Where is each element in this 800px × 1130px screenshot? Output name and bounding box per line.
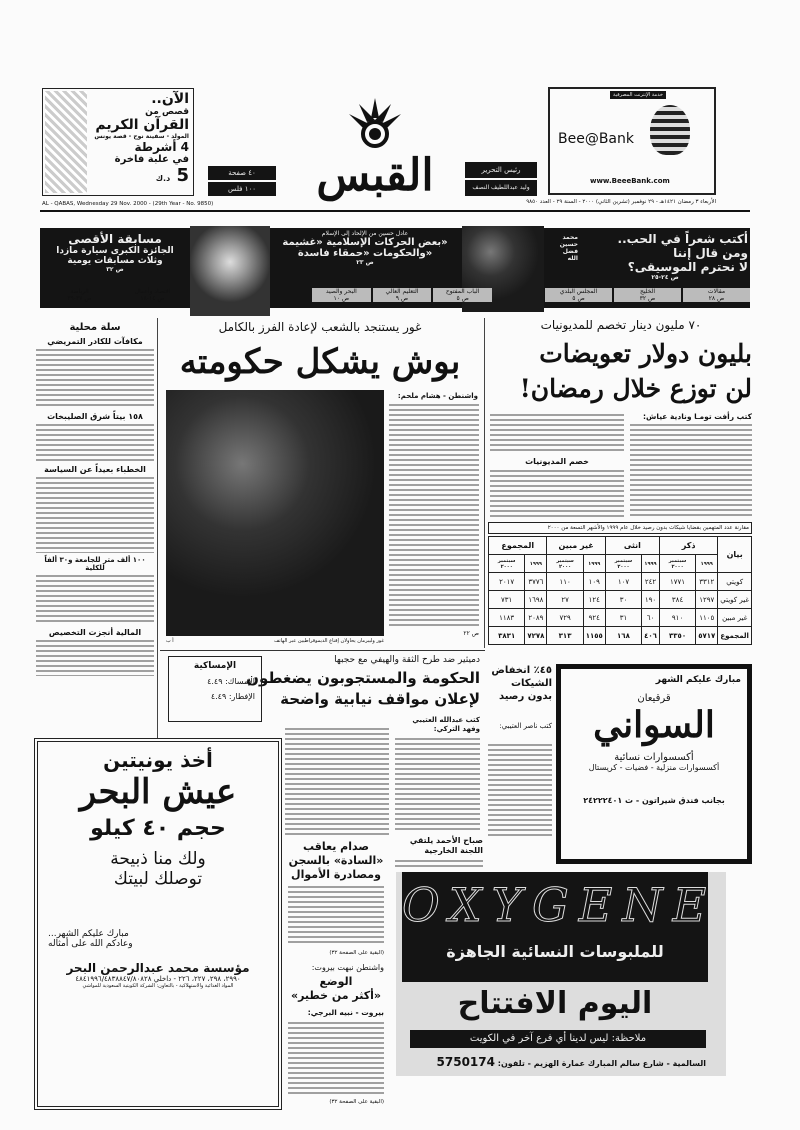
section-page: ص ٩ (395, 295, 409, 302)
table-cell: ٣٠ (605, 591, 641, 609)
section-label: مقالات (707, 288, 726, 295)
table-cell: ٤٠٦ (642, 627, 660, 645)
saddam-headline[interactable] (286, 840, 386, 882)
iftar-label: الإفطار: (228, 692, 255, 701)
promo-line: ومن قال إننا (673, 246, 748, 260)
promo-aqsa-contest[interactable] (44, 232, 186, 273)
cheques-byline: كتب ناصر العتيبي: (499, 722, 552, 730)
ad-phone: 5750174 (436, 1055, 495, 1069)
table-cell: ٣٨٤ (659, 591, 695, 609)
quran-tapes-ad[interactable] (42, 88, 194, 196)
ad-note: ملاحظة: ليس لدينا أي فرع آخر في الكويت (410, 1030, 706, 1048)
table-cell: ٣٨٣١ (489, 627, 525, 645)
headline-line: بليون دولار تعويضات (539, 339, 752, 368)
brief-headline: ١٥٨ بيتاً شرق الصليبخات (47, 412, 143, 421)
saddam-body (288, 886, 384, 946)
ad-brand: OXYGENE (402, 878, 717, 932)
section-link[interactable] (683, 288, 750, 302)
ad-line: أكسسوارات نسائية (614, 752, 694, 763)
brief-headline: المالية أنجزت التخصيص (48, 628, 142, 637)
ad-line: قصص من (145, 107, 189, 117)
photo-credit: أ ب (166, 638, 174, 644)
ad-company: مؤسسة محمد عبدالرحمن البحر (66, 961, 250, 975)
table-cell: ٢٠٨٩ (525, 609, 547, 627)
promo-page: ص ٢٤-٢٥ (651, 274, 679, 281)
ad-address: السالمية - شارع سالم المبارك عمارة الهزيم - تلفون: (497, 1059, 706, 1068)
promo-line: أكتب شعراً في الحب.. (617, 232, 748, 246)
photo-caption (166, 638, 384, 645)
logo-wordmark: القبس (316, 150, 434, 201)
ad-title: القرآن الكريم (95, 117, 189, 133)
table-title: مقارنة عدد المتهمين بقضايا شيكات بدون رصيد خلال عام ١٩٩٩ والأشهر التسعة من ٢٠٠٠ (488, 522, 752, 534)
ad-brand: السواني (593, 704, 715, 746)
bee-icon (650, 105, 690, 155)
parliament-headline[interactable] (246, 668, 480, 710)
brief-headline: الخطباء بعيداً عن السياسة (44, 465, 146, 474)
table-subheader: سبتمبر ٢٠٠٠ (605, 555, 641, 573)
headline-line: الوضع (319, 975, 353, 988)
section-page: ص ٥ (456, 295, 469, 302)
promo-line: والحكومات «حمقاء فاسدة» (297, 248, 433, 259)
ad-line: توصلك لبيتك (113, 869, 203, 889)
table-row (489, 591, 752, 609)
jump-link[interactable]: (البقية على الصفحة ٣٢) (329, 1099, 384, 1105)
table-cell: ١١٨٣ (489, 609, 525, 627)
headline-line: ومصادرة الأموال (291, 868, 381, 881)
section-page: ص ٣٢ (639, 295, 656, 302)
table-cell: ٢٠١٧ (489, 573, 525, 591)
table-cell: ٢٤٢ (642, 573, 660, 591)
table-header: انثى (605, 537, 659, 555)
brief-headline: ١٠٠ ألف متر للجامعة و٣٠ ألفاً للكلية (44, 556, 146, 572)
beirut-body (288, 1022, 384, 1094)
ad-kicker: قرقيعان (637, 693, 671, 704)
section-page: ص ١٠ (333, 295, 350, 302)
headline-line: لإعلان مواقف نيابية واضحة (280, 690, 480, 708)
imsakiya-title: الإمساكية (193, 661, 237, 671)
lead-right-body (490, 470, 624, 518)
table-subheader-row (489, 555, 752, 573)
lead-center-byline: واشنطن - هشام ملحم: (397, 392, 478, 400)
ad-line: أكسسوارات منزلية - فضيات - كريستال (588, 763, 720, 772)
ad-title: عيش البحر (79, 772, 237, 812)
promo-line: لا نحترم الموسيقى؟ (627, 260, 748, 274)
ad-address-line (410, 1054, 706, 1072)
table-cell: ٣٣٥٠ (659, 627, 695, 645)
section-label: الباب المفتوح (445, 288, 480, 295)
parliament-body (395, 738, 480, 830)
editor-title-box: رئيس التحرير (465, 162, 537, 178)
brand: Bee@Bank (558, 131, 634, 147)
promo-adel-hussein[interactable] (272, 230, 458, 266)
lead-right-kicker: ٧٠ مليون دينار تخصم للمديونيات (540, 318, 702, 332)
imsak-label: الإمساك: (225, 677, 255, 686)
section-page: ص ١٤-١٨ (140, 295, 165, 302)
headline-line: لن توزع خلال رمضان! (519, 374, 752, 403)
oxygene-ad[interactable] (396, 872, 726, 1076)
lead-right-body (630, 424, 752, 518)
promo-line: الجائزة الكبرى سيارة مازدا (56, 246, 174, 256)
parliament-byline: كتب عبدالله العتيبي وفهد التركي: (412, 716, 480, 733)
parliament-kicker: دميثير ضد طرح الثقة والهيفي مع حجبها (334, 655, 480, 665)
table-cell: ١٩٠ (642, 591, 660, 609)
headline-line: الشيكات بدون رصيد (498, 678, 552, 702)
ad-size: حجم ٤٠ كيلو (90, 816, 226, 841)
table-cell: ٦٠ (642, 609, 660, 627)
beirut-headline[interactable] (288, 975, 384, 1003)
table-cell: ٢٧ (547, 591, 583, 609)
beirut-kicker: واشنطن نبهت بيروت: (311, 963, 384, 972)
table-subheader: سبتمبر ٢٠٠٠ (547, 555, 583, 573)
albahar-ad[interactable] (34, 738, 282, 1110)
ad-currency: د.ك (155, 174, 171, 183)
section-page: ص ٣٧-٣٩ (67, 295, 92, 302)
headline-line: الحكومة والمستجوبون يضغطون (246, 669, 480, 687)
lead-center-kicker: غور يستنجد بالشعب لإعادة الفرز بالكامل (218, 320, 422, 334)
website-link[interactable]: www.BeeeBank.com (590, 177, 670, 185)
imsakiya-box (168, 656, 262, 722)
table-subheader: ١٩٩٩ (583, 555, 605, 573)
ad-subtitle: المولد - سفينة نوح - قصة يونس (94, 133, 189, 140)
gore-lieberman-photo (166, 390, 384, 636)
table-subheader: ١٩٩٩ (696, 555, 718, 573)
row-label: غير مبين (718, 609, 752, 627)
newspaper-logo (285, 96, 465, 200)
editor-name-box: وليد عبداللطيف النصف (465, 180, 537, 196)
section-link[interactable] (373, 288, 432, 302)
ad-price: 5 (176, 165, 189, 186)
table-cell: ١٢٤ (583, 591, 605, 609)
lead-right-headline[interactable] (490, 336, 752, 406)
table-cell: ١٧٧١ (659, 573, 695, 591)
row-label: المجموع (718, 627, 752, 645)
table-header: ذكر (659, 537, 717, 555)
table-cell: ٧٢٧٨ (525, 627, 547, 645)
ad-count: 4 أشرطة (134, 140, 189, 154)
promo-title: مسابقة الأقصى (68, 232, 162, 246)
lead-right-body (490, 414, 624, 454)
headline-line: «السادة» بالسجن (288, 854, 384, 867)
column-title: سلة محلية (69, 322, 121, 333)
table-header-row (489, 537, 752, 555)
section-page: ص ٥ (572, 295, 585, 302)
table-header: غير مبين (547, 537, 605, 555)
ad-phones: ٢٩٩٠، ٢٩٨، ٢٢٧، ٢٢٦ - داخلي ٤٨٤١٩٩٦/٤٨٣٨٨٤٧/٨٠٨٢٨ (75, 975, 241, 983)
lead-right-subhead: خصم المديونيات (525, 457, 589, 466)
section-label: التعليم العالي (385, 288, 419, 295)
lead-center-headline[interactable]: بوش يشكل حكومته (179, 342, 461, 382)
cheques-body (488, 744, 552, 836)
table-cell: ١٦٩٨ (525, 591, 547, 609)
table-cell: ١١٥٥ (583, 627, 605, 645)
cheques-table (488, 522, 752, 645)
ad-address: بجانب فندق شيراتون - ت ٢٤٢٢٢٤٠١ (583, 796, 725, 805)
section-link[interactable] (312, 288, 371, 302)
table-row (489, 609, 752, 627)
sabah-headline[interactable]: صباح الأحمد يلتقي اللجنة الخارجية (409, 836, 483, 855)
section-label: الخليج (639, 288, 656, 295)
section-label: اقتصاد وأعمال (134, 288, 171, 295)
promo-line: بعض الحركات الإسلامية «غشيمة» (282, 237, 448, 248)
beirut-byline: بيروت - نبيه البرجي: (307, 1008, 384, 1017)
section-link[interactable] (44, 288, 115, 302)
column-rule (157, 318, 158, 738)
table-subheader: سبتمبر ٢٠٠٠ (659, 555, 695, 573)
jump-page[interactable]: ص ٢٢ (463, 630, 479, 637)
sabah-body (395, 860, 483, 870)
table-row (489, 573, 752, 591)
table-header: المجموع (489, 537, 547, 555)
table-cell: ١١٠ (547, 573, 583, 591)
ad-tag: خدمة الإنترنت المصرفية (610, 91, 666, 99)
table-cell: ١٠٧ (605, 573, 641, 591)
pages-box: ٤٠ صفحة (208, 166, 276, 180)
table-cell: ٣١ (605, 609, 641, 627)
table-cell: ٣١٣ (547, 627, 583, 645)
table-subheader: ١٩٩٩ (525, 555, 547, 573)
local-briefs-column (36, 322, 154, 734)
headline-line: «أكثر من خطير» (290, 989, 382, 1002)
sawani-ad[interactable] (556, 664, 752, 864)
table-row (489, 627, 752, 645)
masthead-rule (40, 210, 750, 212)
promo-line: وثلاث مسابقات يومية (67, 256, 163, 266)
table-cell: ٥٧١٧ (696, 627, 718, 645)
table-cell: ١٦٨ (605, 627, 641, 645)
column-rule (484, 318, 485, 648)
promo-page: ص ٣٢ (106, 266, 124, 273)
ad-greeting: مبارك عليكم الشهر... (48, 929, 129, 939)
promo-page: ص ٢٣ (356, 259, 374, 266)
row-label: غير كويتي (718, 591, 752, 609)
ad-footer: المواد الغذائية والاستهلاكية - بالتعاون: الشركة الكويتية السعودية للمواشي (82, 983, 234, 989)
table-subheader: سبتمبر ٢٠٠٠ (489, 555, 525, 573)
table-cell: ٣٧٧٦ (525, 573, 547, 591)
section-page: ص ٢٨ (708, 295, 725, 302)
ad-greeting: مبارك عليكم الشهر (655, 675, 741, 685)
promo-author: محمد حسين فضل الله (559, 234, 578, 262)
table-cell: ٩١٠ (659, 609, 695, 627)
table-subheader: ١٩٩٩ (642, 555, 660, 573)
lead-center-body (389, 404, 479, 626)
table-cell: ١١٠٥ (696, 609, 718, 627)
ad-line: أخذ يونيتين (103, 748, 213, 772)
section-link[interactable] (614, 288, 681, 302)
caption-text: غور وليبرمان يحاولان إقناع الديموقراطيين عبر الهاتف (274, 638, 384, 644)
table-cell: ٧٢٩ (547, 609, 583, 627)
brief-headline: مكافآت للكادر التمريضي (47, 337, 143, 346)
cheques-headline[interactable] (486, 664, 552, 703)
section-label: الرياضة (70, 288, 89, 295)
dateline-english: AL - QABAS, Wednesday 29 Nov. 2000 - (29th Year - No. 9850) (42, 201, 214, 207)
headline-line: ٤٥٪ انخفاض (491, 665, 552, 676)
section-rule (160, 650, 485, 651)
dateline-arabic: الأربعاء ٣ رمضان ١٤٢١هـ - ٢٩ نوفمبر (تشرين الثاني) ٢٠٠٠ - السنة ٢٩ - العدد ٩٨٥٠ (526, 199, 716, 205)
table-cell: ١٠٩ (583, 573, 605, 591)
section-index (40, 288, 750, 310)
ad-pack: في علبة فاخرة (114, 154, 189, 165)
table-header: بيان (718, 537, 752, 573)
ad-greeting: وعادكم الله على أمثاله (48, 939, 133, 949)
headline-line: صدام يعاقب (303, 840, 369, 853)
table-cell: ٩٢٤ (583, 609, 605, 627)
table-cell: ٣٣١٢ (696, 573, 718, 591)
row-label: كويتي (718, 573, 752, 591)
illustration (45, 91, 87, 193)
logo-emblem-icon (345, 96, 405, 148)
section-link[interactable] (117, 288, 188, 302)
parliament-body (285, 728, 389, 836)
ad-tagline: للملبوسات النسائية الجاهزة (446, 942, 664, 961)
promo-fadlallah[interactable] (582, 232, 748, 281)
imsak-time: ٤.٤٩ (207, 677, 223, 686)
ad-line: الآن.. (151, 91, 189, 107)
table-cell: ١٢٩٧ (696, 591, 718, 609)
jump-link[interactable]: (البقية على الصفحة ٣٢) (329, 950, 384, 956)
ad-headline: اليوم الافتتاح (457, 986, 653, 1021)
lead-right-byline: كتب رأفت تومـا ونادية عياش: (643, 412, 752, 421)
ad-line: ولك منا ذبيحة (110, 849, 206, 869)
promo-kicker: عادل حسين من الإلحاد إلى الإسلام (321, 230, 409, 237)
iftar-time: ٤.٤٩ (210, 692, 227, 701)
price-box: ١٠٠ فلس (208, 182, 276, 196)
section-link[interactable] (545, 288, 612, 302)
beebank-ad[interactable] (548, 87, 716, 195)
section-link[interactable] (433, 288, 492, 302)
section-label: المجلس البلدي (559, 288, 598, 295)
section-label: البحر والصيد (325, 288, 357, 295)
table-cell: ٧٣١ (489, 591, 525, 609)
